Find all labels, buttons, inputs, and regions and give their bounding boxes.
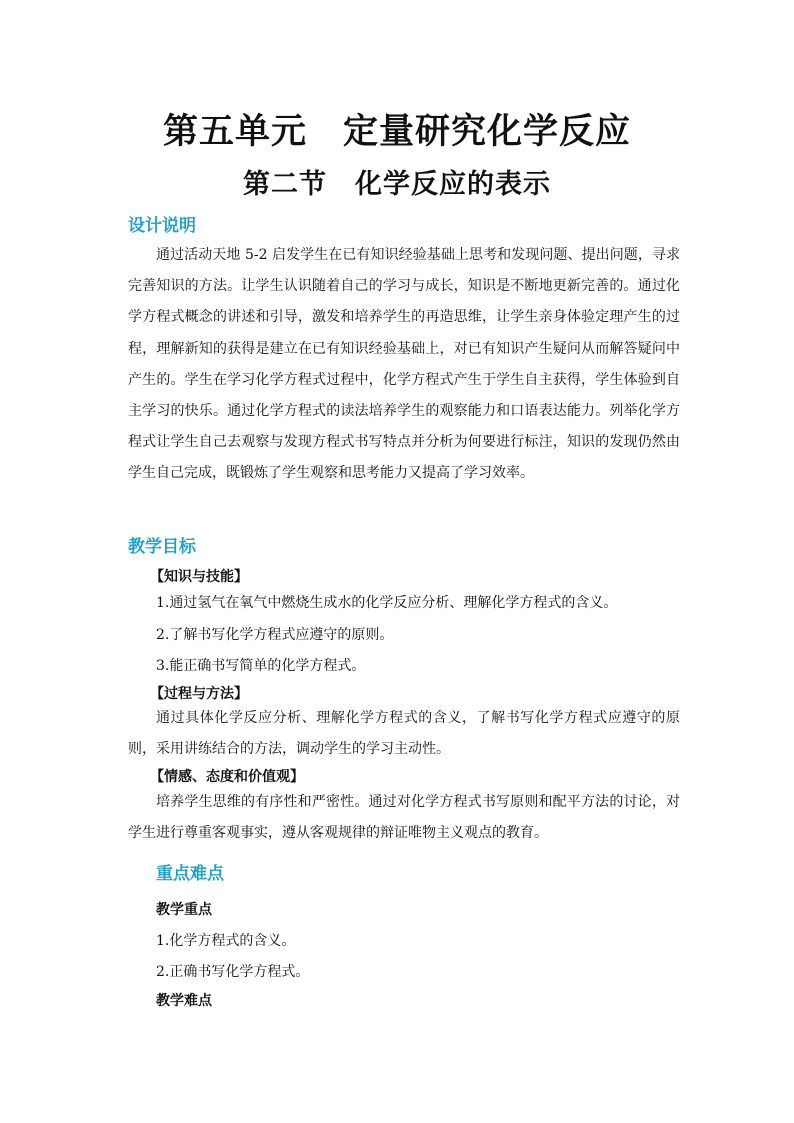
focus-item-2: 2.正确书写化学方程式。 [156,964,310,980]
unit-title: 第五单元 定量研究化学反应 [162,111,631,152]
keypoints-heading: 重点难点 [156,864,224,884]
focus-label: 教学重点 [156,902,212,918]
design-heading: 设计说明 [128,216,196,236]
knowledge-item-2: 2.了解书写化学方程式应遵守的原则。 [156,627,394,643]
design-paragraph: 通过活动天地 5-2 启发学生在已有知识经验基础上思考和发现问题、提出问题，寻求完善知识的方法。让学生认识随着自己的学习与成长，知识是不断地更新完善的。通过化学方程式概念的讲述和引导，激发和培养学生的再造思维，让学生亲身体验定理产生的过程，理解新知的获得是建立在已有知识经验基础上，对已有知识产生疑问从而解答疑问中产生的。学生在学习化学方程式过程中，化学方程式产生于学生自主获得，学生体验到自主学习的快乐。通过化学方程式的读法培养学生的观察能力和口语表达能力。列举化学方程式让学生自己去观察与发现方程式书写特点并分析为何要进行标注，知识的发现仍然由学生自己完成，既锻炼了学生观察和思考能力又提高了学习效率。 [128,247,680,482]
difficulty-label: 教学难点 [156,993,212,1009]
emotion-label: 【情感、态度和价值观】 [150,769,304,785]
knowledge-item-1: 1.通过氢气在氧气中燃烧生成水的化学反应分析、理解化学方程式的含义。 [156,595,618,611]
knowledge-label: 【知识与技能】 [150,569,248,585]
process-text: 通过具体化学反应分析、理解化学方程式的含义，了解书写化学方程式应遵守的原则，采用讲练结合的方法，调动学生的学习主动性。 [128,710,680,758]
section-title: 第二节 化学反应的表示 [243,169,551,200]
focus-item-1: 1.化学方程式的含义。 [156,933,296,949]
process-label: 【过程与方法】 [150,686,248,702]
knowledge-item-3: 3.能正确书写简单的化学方程式。 [156,658,366,674]
goals-heading: 教学目标 [128,537,196,557]
emotion-text: 培养学生思维的有序性和严密性。通过对化学方程式书写原则和配平方法的讨论，对学生进行尊重客观事实，遵从客观规律的辩证唯物主义观点的教育。 [128,794,680,842]
